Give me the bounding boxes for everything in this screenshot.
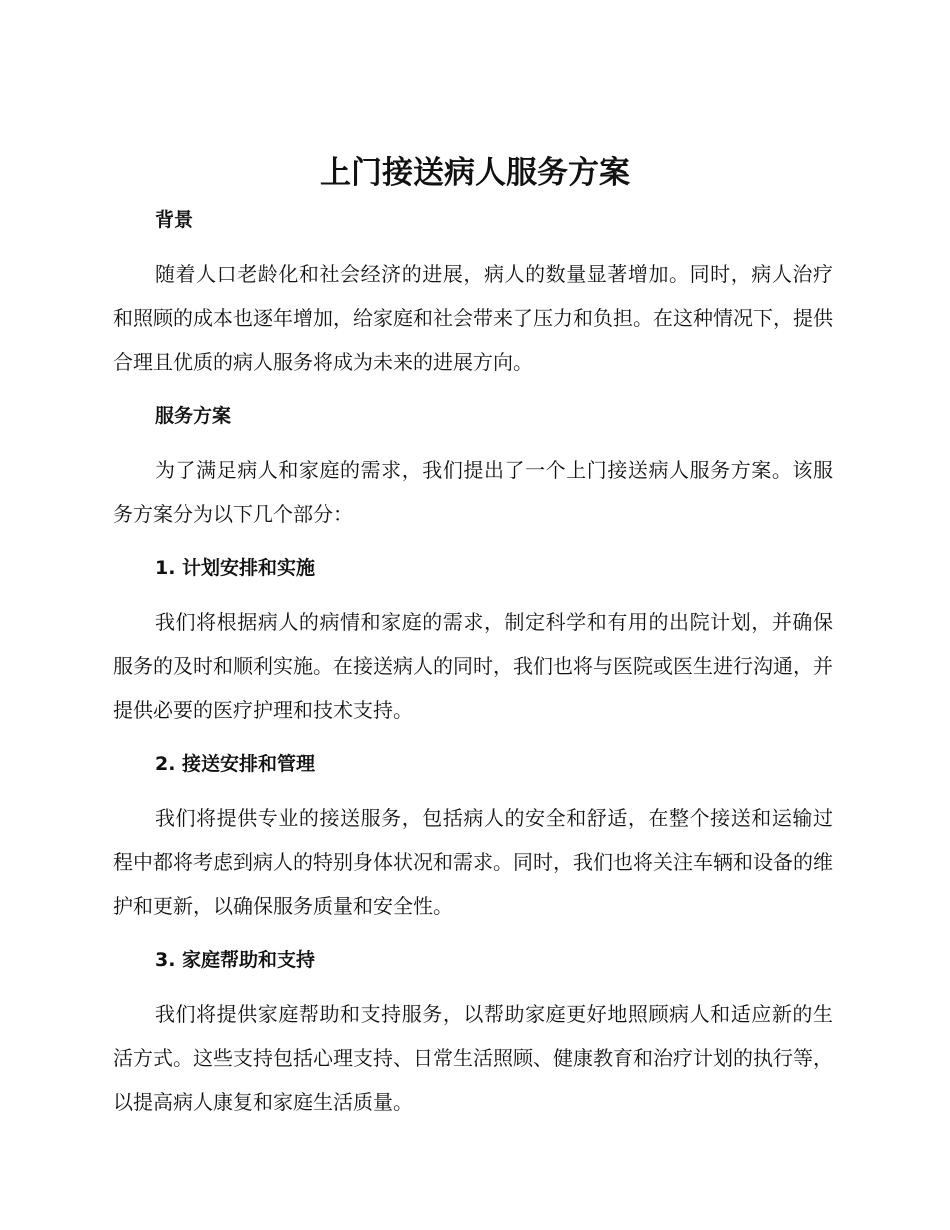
section-paragraph-part2: 我们将提供专业的接送服务，包括病人的安全和舒适，在整个接送和运输过程中都将考虑到病人的特别身体状况和需求。同时，我们也将关注车辆和设备的维护和更新，以确保服务质量和安全性。 (113, 806, 833, 918)
section-heading-plan: 服务方案 (155, 405, 232, 427)
section-background (113, 198, 833, 384)
section-part2 (113, 742, 833, 928)
document-title: 上门接送病人服务方案 (320, 155, 630, 191)
section-heading-background: 背景 (155, 209, 194, 231)
section-paragraph-background: 随着人口老龄化和社会经济的进展，病人的数量显著增加。同时，病人治疗和照顾的成本也逐年增加，给家庭和社会带来了压力和负担。在这种情况下，提供合理且优质的病人服务将成为未来的进展方向。 (113, 262, 833, 374)
section-paragraph-plan: 为了满足病人和家庭的需求，我们提出了一个上门接送病人服务方案。该服务方案分为以下几个部分： (113, 458, 833, 526)
section-paragraph-part3: 我们将提供家庭帮助和支持服务，以帮助家庭更好地照顾病人和适应新的生活方式。这些支持包括心理支持、日常生活照顾、健康教育和治疗计划的执行等，以提高病人康复和家庭生活质量。 (113, 1002, 833, 1114)
section-part1 (113, 546, 833, 732)
section-heading-part1: 1. 计划安排和实施 (155, 557, 316, 579)
section-part3 (113, 938, 833, 1124)
section-paragraph-part1: 我们将根据病人的病情和家庭的需求，制定科学和有用的出院计划，并确保服务的及时和顺利实施。在接送病人的同时，我们也将与医院或医生进行沟通，并提供必要的医疗护理和技术支持。 (113, 610, 833, 722)
section-heading-part2: 2. 接送安排和管理 (155, 753, 316, 775)
section-heading-part3: 3. 家庭帮助和支持 (155, 949, 316, 971)
section-plan (113, 394, 833, 536)
document-body (113, 198, 833, 1124)
